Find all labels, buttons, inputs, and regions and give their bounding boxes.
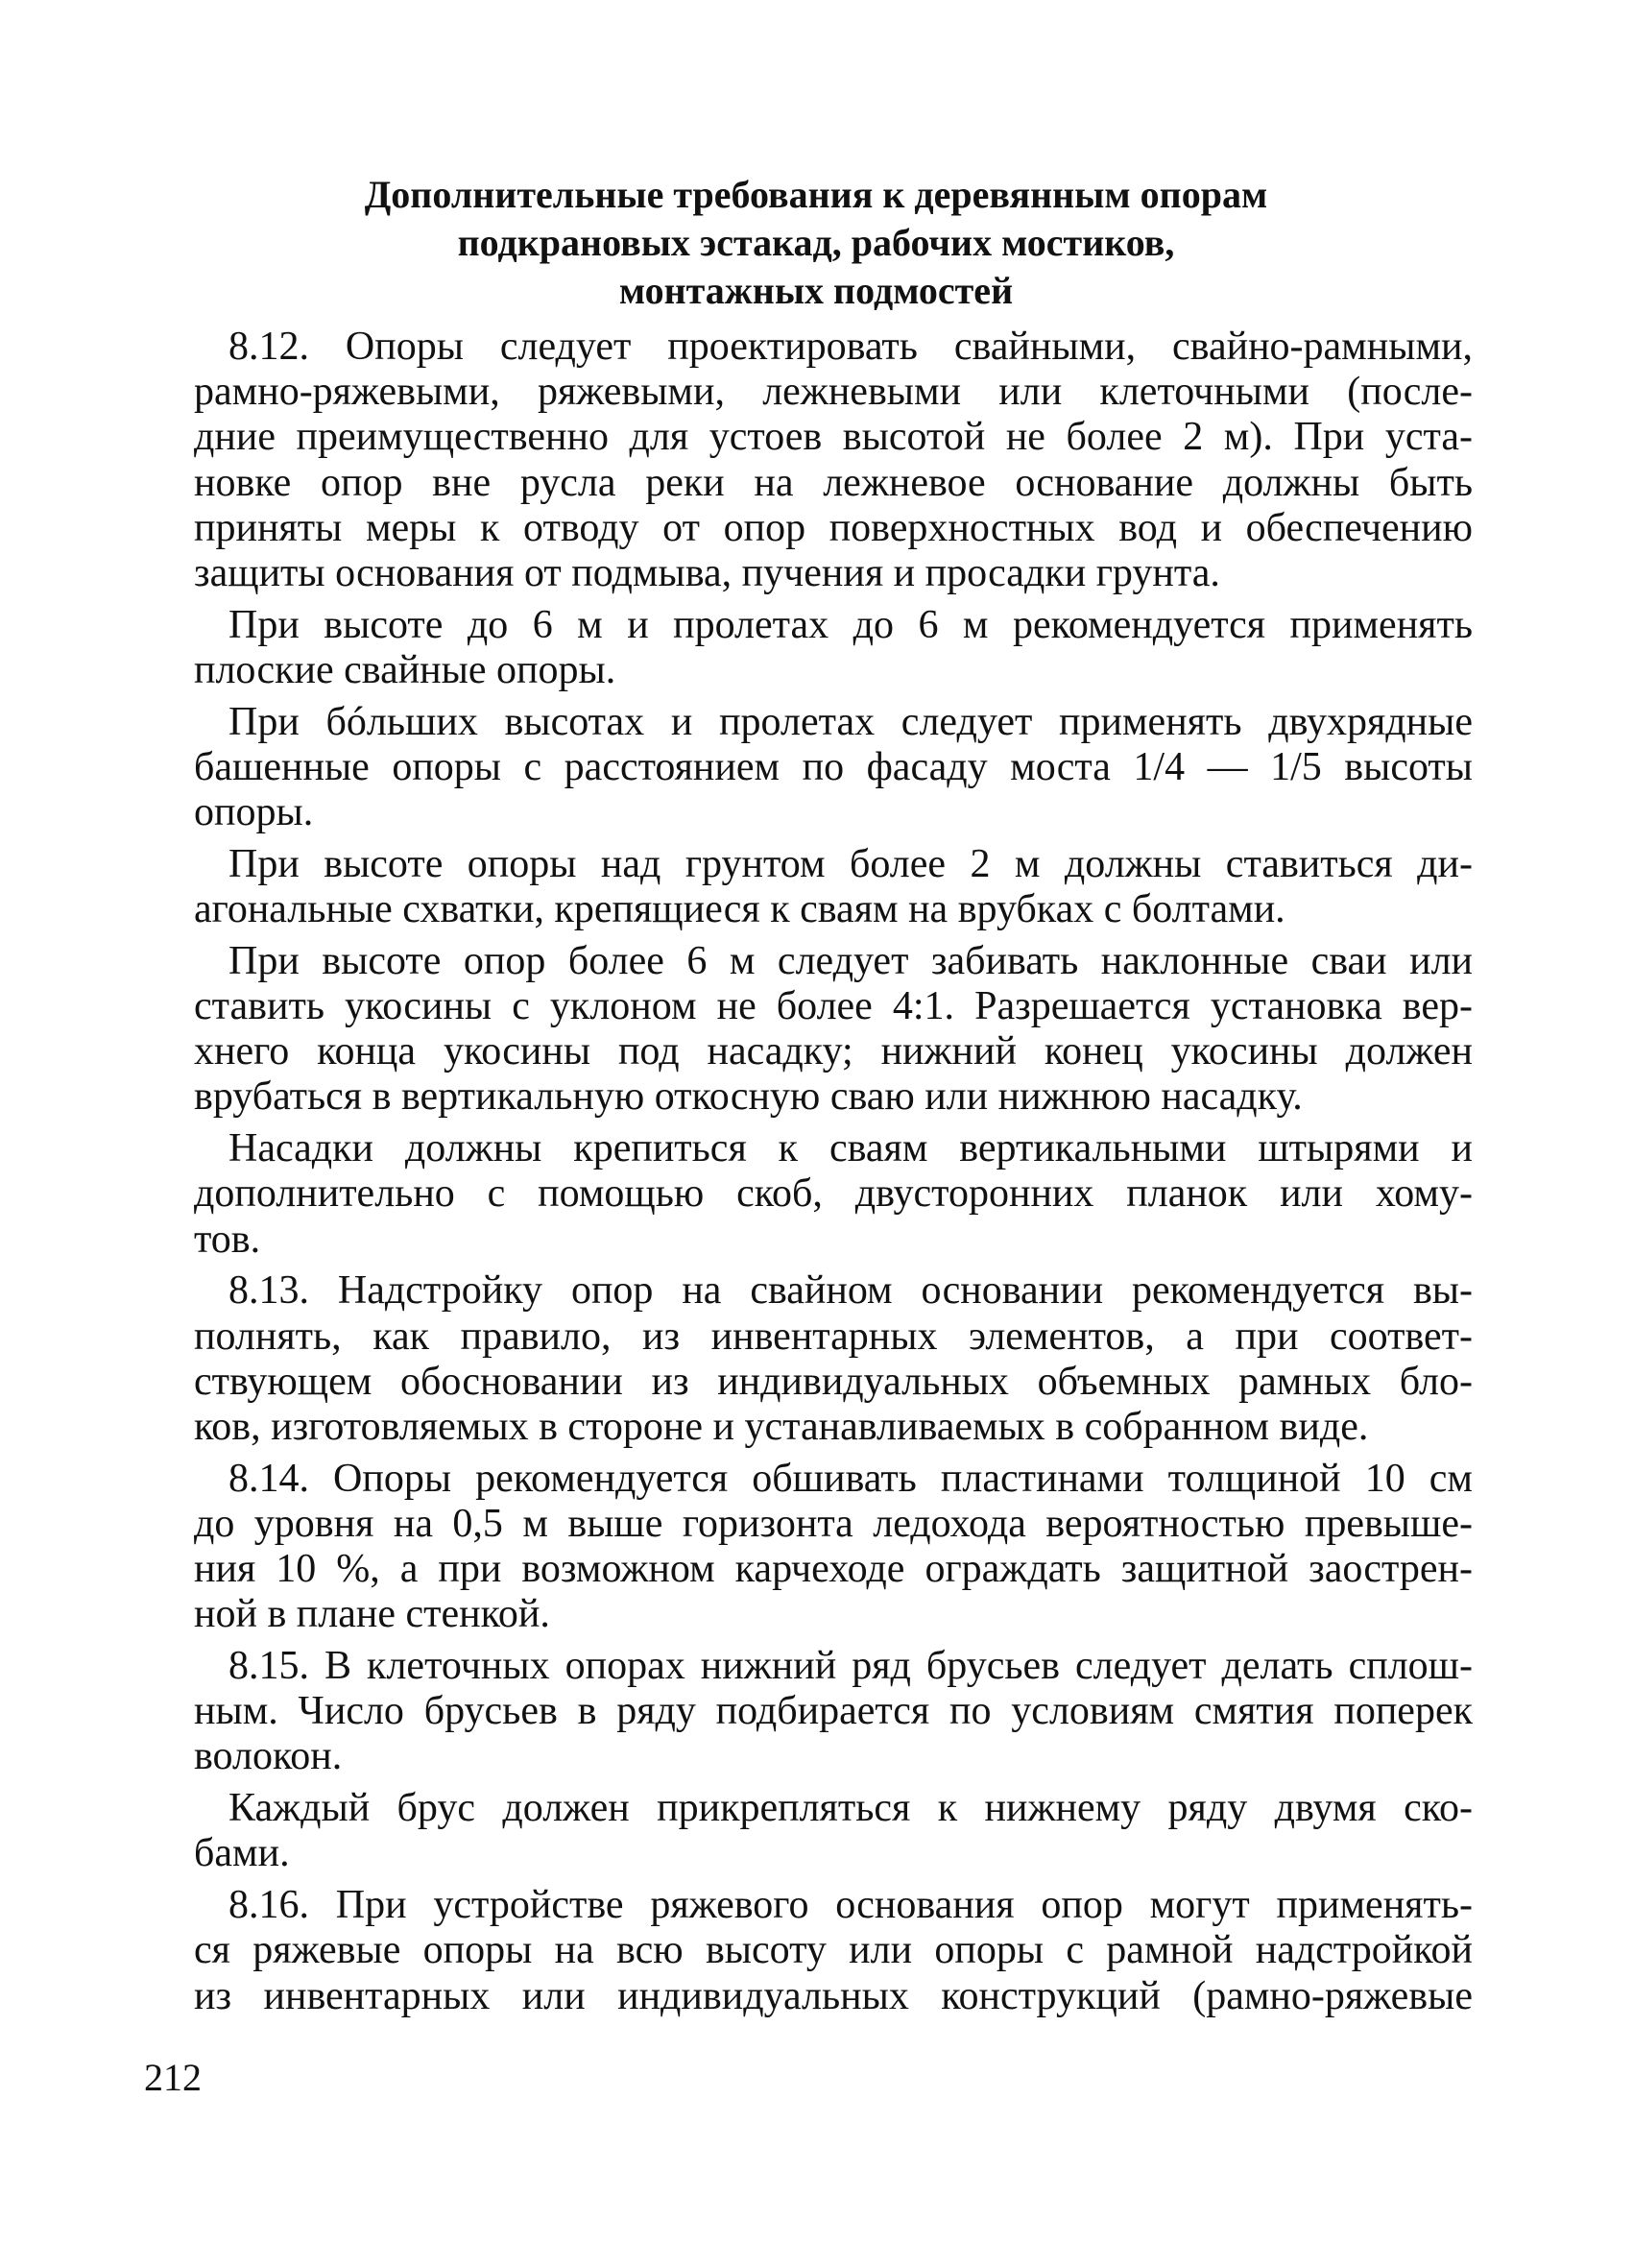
text-line: ствующем обосновании из индивидуальных объемных рамных бло- [194, 1359, 1473, 1404]
text-line: новке опор вне русла реки на лежневое основание должны быть [194, 460, 1473, 505]
text-line: хнего конца укосины под насадку; нижний конец укосины должен [194, 1029, 1473, 1074]
paragraph [194, 1268, 1473, 1450]
text-line: ся ряжевые опоры на всю высоту или опоры с рамной надстройкой [194, 1928, 1473, 1973]
text-line: башенные опоры с расстоянием по фасаду моста 1/4 — 1/5 высоты [194, 744, 1473, 789]
body-text [194, 325, 1473, 2019]
paragraph [194, 1457, 1473, 1638]
paragraph [194, 603, 1473, 693]
paragraph-gap [194, 1450, 1473, 1457]
section-heading [192, 171, 1440, 315]
text-line: ной в плане стенкой. [194, 1592, 550, 1637]
text-line: из инвентарных или индивидуальных конструкций (рамно-ряжевые [194, 1973, 1473, 2018]
paragraph-gap [194, 596, 1473, 603]
text-line: плоские свайные опоры. [194, 647, 616, 692]
text-line: 8.12. Опоры следует проектировать свайными, свайно-рамными, [228, 325, 1473, 369]
paragraph-gap [194, 1877, 1473, 1884]
text-line: ставить укосины с уклоном не более 4:1. Разрешается установка вер- [194, 984, 1473, 1028]
paragraph-gap [194, 693, 1473, 700]
paragraph [194, 1786, 1473, 1876]
paragraph [194, 1126, 1473, 1263]
text-line: тов. [194, 1217, 261, 1262]
paragraph-gap [194, 1263, 1473, 1269]
text-line: рамно-ряжевыми, ряжевыми, лежневыми или клеточными (после- [194, 370, 1473, 415]
text-line: При высоте опоры над грунтом более 2 м должны ставиться ди- [228, 841, 1473, 886]
text-line: дние преимущественно для устоев высотой не более 2 м). При уста- [194, 415, 1473, 460]
heading-line: подкрановых эстакад, рабочих мостиков, [457, 221, 1175, 264]
text-line: ния 10 %, а при возможном карчеходе ограждать защитной заострен- [194, 1547, 1473, 1592]
heading-line: Дополнительные требования к деревянным опорам [364, 173, 1268, 216]
text-line: При бóльших высотах и пролетах следует применять двухрядные [228, 699, 1473, 744]
text-line: Насадки должны крепиться к сваям вертикальными штырями и [228, 1126, 1473, 1171]
text-line: полнять, как правило, из инвентарных элементов, а при соответ- [194, 1314, 1473, 1359]
text-line: агональные схватки, крепящиеся к сваям на врубках с болтами. [194, 887, 1285, 932]
text-line: ным. Число брусьев в ряду подбирается по условиям смятия поперек [194, 1689, 1473, 1734]
text-line: При высоте до 6 м и пролетах до 6 м рекомендуется применять [228, 602, 1473, 647]
paragraph-gap [194, 1121, 1473, 1127]
text-line: 8.14. Опоры рекомендуется обшивать пластинами толщиной 10 см [228, 1456, 1473, 1501]
paragraph [194, 1883, 1473, 2019]
paragraph [194, 325, 1473, 596]
paragraph [194, 700, 1473, 836]
text-line: 8.16. При устройстве ряжевого основания опор могут применять- [228, 1883, 1473, 1928]
text-line: дополнительно с помощью скоб, двусторонних планок или хому- [194, 1171, 1473, 1217]
text-line: 8.15. В клеточных опорах нижний ряд брусьев следует делать сплош- [228, 1644, 1473, 1688]
page-number: 212 [144, 2056, 202, 2099]
paragraph [194, 1644, 1473, 1780]
text-line: 8.13. Надстройку опор на свайном основании рекомендуется вы- [228, 1268, 1473, 1314]
paragraph [194, 842, 1473, 932]
paragraph-gap [194, 1780, 1473, 1787]
text-line: опоры. [194, 790, 314, 835]
text-line: ков, изготовляемых в стороне и устанавливаемых в собранном виде. [194, 1404, 1369, 1449]
text-line: При высоте опор более 6 м следует забивать наклонные сваи или [228, 938, 1473, 983]
text-line: до уровня на 0,5 м выше горизонта ледохода вероятностью превыше- [194, 1501, 1473, 1546]
paragraph [194, 939, 1473, 1121]
paragraph-gap [194, 1637, 1473, 1644]
text-line: Каждый брус должен прикрепляться к нижнему ряду двумя ско- [228, 1786, 1473, 1831]
text-line: бами. [194, 1831, 290, 1876]
paragraph-gap [194, 835, 1473, 842]
paragraph-gap [194, 932, 1473, 939]
text-line: приняты меры к отводу от опор поверхностных вод и обеспечению [194, 505, 1473, 550]
text-line: волокон. [194, 1734, 343, 1779]
heading-line: монтажных подмостей [618, 269, 1014, 312]
text-line: защиты основания от подмыва, пучения и просадки грунта. [194, 550, 1220, 595]
text-line: врубаться в вертикальную откосную сваю или нижнюю насадку. [194, 1074, 1303, 1120]
